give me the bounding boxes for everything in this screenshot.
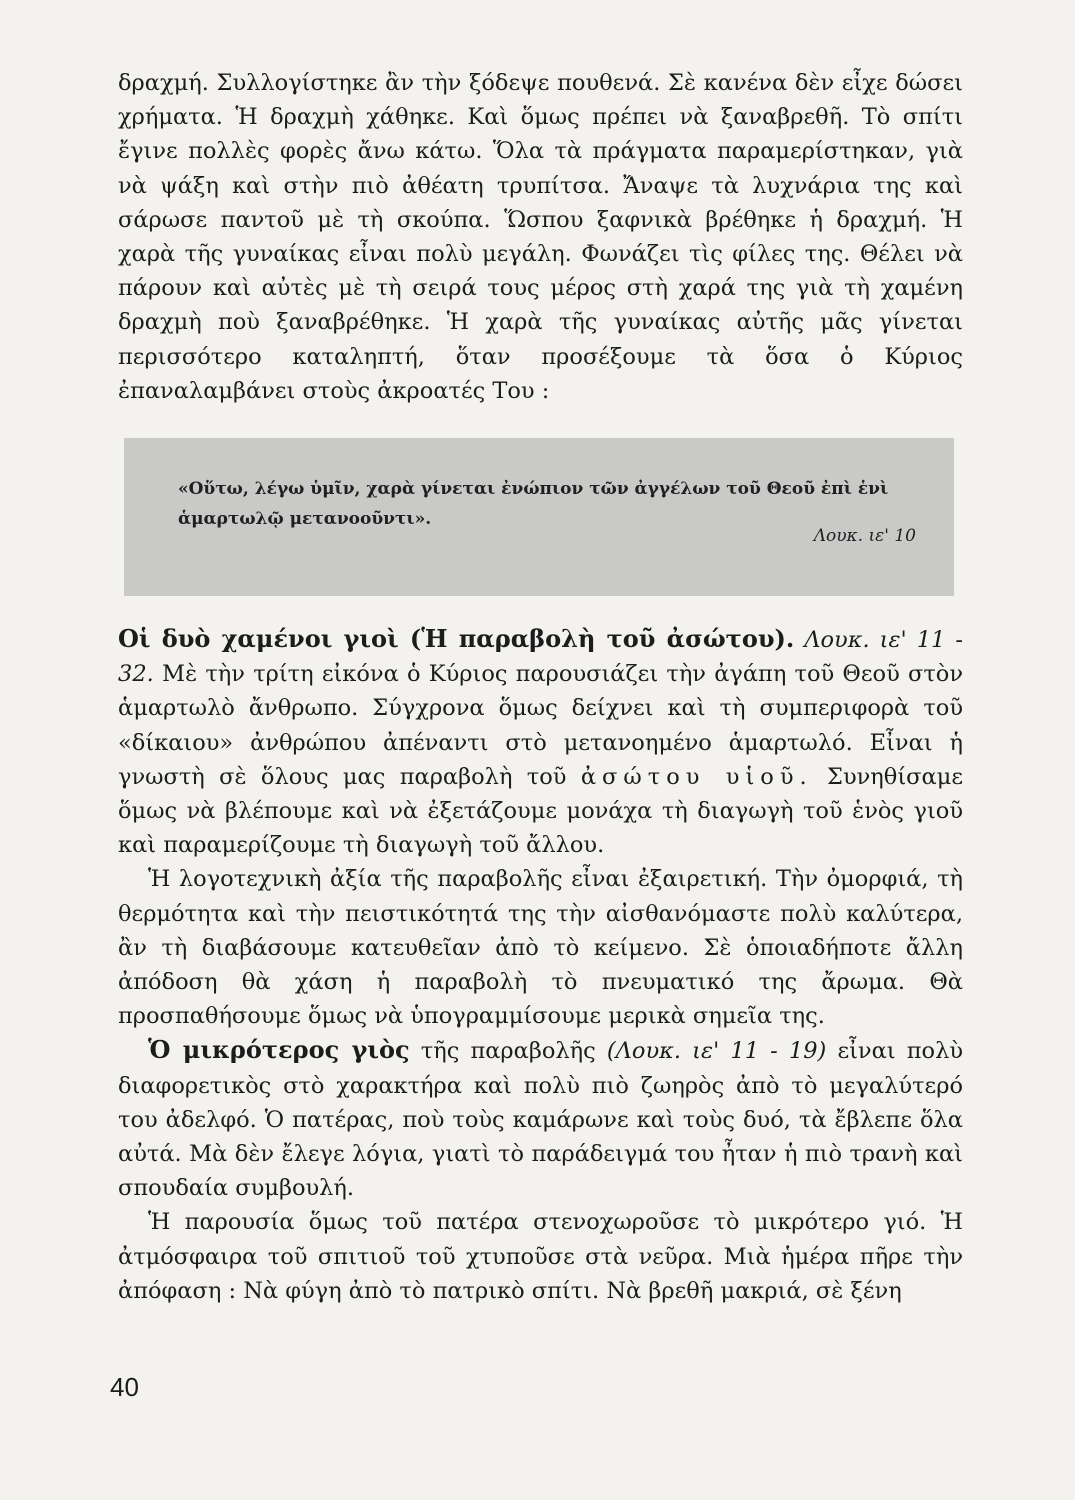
section-intro-paragraph [118,622,963,862]
scripture-quote-box [124,438,954,596]
younger-son-text: εἶναι πολὺ διαφορετικὸς στὸ χαρακτήρα καὶ πολὺ πιὸ ζωηρὸς ἀπὸ τὸ μεγαλύτερό του ἀδελφό. Ὁ πατέρας, ποὺ τοὺς καμάρωνε καὶ τοὺς δυό, τὰ ἔβλεπε ὅλα αὐτά. Μὰ δὲν ἔλεγε λόγια, γιατὶ τὸ παράδειγμά του ἦταν ἡ πιὸ τρανὴ καὶ σπουδαία συμβουλή. [118,1038,964,1202]
spaced-emphasis: ἀσώτου υἱοῦ. [580,763,813,790]
section-intro-text-2: Συνηθίσαμε ὅμως νὰ βλέπουμε καὶ νὰ ἐξετάζουμε μονάχα τὴ διαγωγὴ τοῦ ἑνὸς γιοῦ καὶ παραμερίζουμε τὴ διαγωγὴ τοῦ ἄλλου. [118,763,963,859]
paragraph-lost-coin: δραχμή. Συλλογίστηκε ἂν τὴν ξόδεψε πουθενά. Σὲ κανένα δὲν εἶχε δώσει χρήματα. Ἡ δραχμὴ χάθηκε. Καὶ ὅμως πρέπει νὰ ξαναβρεθῆ. Τὸ σπίτι ἔγινε πολλὲς φορὲς ἄνω κάτω. Ὅλα τὰ πράγματα παραμερίστηκαν, γιὰ νὰ ψάξη καὶ στὴν πιὸ ἀθέατη τρυπίτσα. Ἄναψε τὰ λυχνάρια της καὶ σάρωσε παντοῦ μὲ τὴ σκούπα. Ὥσπου ξαφνικὰ βρέθηκε ἡ δραχμή. Ἡ χαρὰ τῆς γυναίκας εἶναι πολὺ μεγάλη. Φωνάζει τὶς φίλες της. Θέλει νὰ πάρουν καὶ αὐτὲς μὲ τὴ σειρά τους μέρος στὴ χαρά της γιὰ τὴ χαμένη δραχμὴ ποὺ ξαναβρέθηκε. Ἡ χαρὰ τῆς γυναίκας αὐτῆς μᾶς γίνεται περισσότερο καταληπτή, ὅταν προσέξουμε τὰ ὅσα ὁ Κύριος ἐπαναλαμβάνει στοὺς ἀκροατές Του : [118,70,963,404]
quote-text: «Οὕτω, λέγω ὑμῖν, χαρὰ γίνεται ἐνώπιον τῶν ἀγγέλων τοῦ Θεοῦ ἐπὶ ἑνὶ ἁμαρτωλῷ μετανοοῦντι». [178,479,889,529]
prodigal-son-section [118,622,963,1308]
opening-paragraph [118,66,963,408]
younger-son-paragraph [118,1033,963,1205]
quote-reference: Λουκ. ιε' 10 [813,526,916,546]
literary-value-paragraph: Ἡ λογοτεχνικὴ ἀξία τῆς παραβολῆς εἶναι ἐξαιρετική. Τὴν ὀμορφιά, τὴ θερμότητα καὶ τὴν πειστικότητά της τὴν αἰσθανόμαστε πολὺ καλύτερα, ἂν τὴ διαβάσουμε κατευθεῖαν ἀπὸ τὸ κείμενο. Σὲ ὁποιαδήποτε ἄλλη ἀπόδοση θὰ χάση ἡ παραβολὴ τὸ πνευματικό της ἄρωμα. Θὰ προσπαθήσουμε ὅμως νὰ ὑπογραμμίσουμε μερικὰ σημεῖα της. [118,866,963,1030]
section-heading-reference: Λουκ. ιε' 11 - 32. [118,627,964,688]
younger-son-pre-ref: τῆς παραβολῆς [420,1038,596,1065]
section-intro-text-1: Μὲ τὴν τρίτη εἰκόνα ὁ Κύριος παρουσιάζει τὴν ἀγάπη τοῦ Θεοῦ στὸν ἁμαρτωλὸ ἄνθρωπο. Σύγχρονα ὅμως δείχνει καὶ τὴ συμπεριφορὰ τοῦ «δίκαιου» ἀνθρώπου ἀπέναντι στὸ μετανοημένο ἁμαρτωλό. Εἶναι ἡ γνωστὴ σὲ ὅλους μας παραβολὴ τοῦ [118,661,964,790]
younger-son-reference: (Λουκ. ιε' 11 - 19) [606,1038,827,1065]
section-heading: Οἱ δυὸ χαμένοι γιοὶ (Ἡ παραβολὴ τοῦ ἀσώτου). [118,624,795,653]
younger-son-heading: Ὁ μικρότερος γιὸς [148,1035,410,1065]
father-presence-paragraph: Ἡ παρουσία ὅμως τοῦ πατέρα στενοχωροῦσε τὸ μικρότερο γιό. Ἡ ἀτμόσφαιρα τοῦ σπιτιοῦ τοῦ χτυποῦσε στὰ νεῦρα. Μιὰ ἡμέρα πῆρε τὴν ἀπόφαση : Νὰ φύγη ἀπὸ τὸ πατρικὸ σπίτι. Νὰ βρεθῆ μακριά, σὲ ξένη [118,1209,963,1304]
page-number: 40 [110,1372,139,1402]
